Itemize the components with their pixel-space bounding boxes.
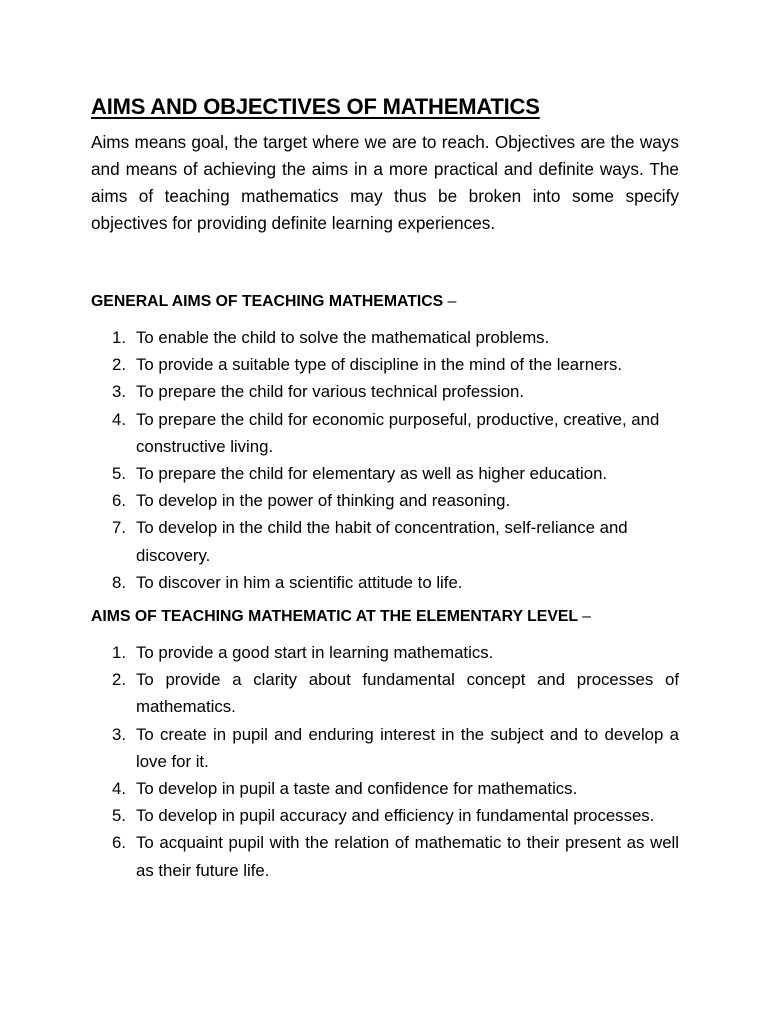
list-item-number: 2. [112,355,126,375]
elementary-aims-list [91,639,679,884]
list-item-number: 6. [112,491,126,511]
elementary-aims-heading-text: AIMS OF TEACHING MATHEMATIC AT THE ELEMENTARY LEVEL [91,608,578,626]
list-item [91,802,679,829]
list-item [91,721,679,775]
list-item-number: 5. [112,464,126,484]
list-item-text: To develop in pupil a taste and confidence for mathematics. [136,779,578,799]
general-aims-list [91,324,679,596]
list-item-number: 1. [112,643,126,663]
list-item [91,460,679,487]
list-item-text: To provide a good start in learning mathematics. [136,643,494,663]
list-item [91,406,679,460]
list-item [91,514,679,568]
list-item [91,378,679,405]
list-item-number: 2. [112,670,126,690]
list-item-number: 7. [112,518,126,538]
list-item-number: 3. [112,382,126,402]
list-item [91,569,679,596]
document-page [91,92,679,884]
list-item-text: To acquaint pupil with the relation of mathematic to their present as well as their future life. [136,833,679,880]
list-item-number: 4. [112,779,126,799]
list-item-text: To prepare the child for various technical profession. [136,382,525,402]
list-item [91,487,679,514]
list-item [91,666,679,720]
list-item [91,324,679,351]
general-aims-heading-text: GENERAL AIMS OF TEACHING MATHEMATICS [91,293,444,310]
intro-paragraph: Aims means goal, the target where we are to reach. Objectives are the ways and means of achieving the aims in a more practical and definite ways. The aims of teaching mathematics may thus be broken into some specify objectives for providing definite learning experiences. [91,132,679,233]
list-item-text: To develop in the power of thinking and reasoning. [136,491,511,511]
list-item [91,829,679,883]
list-item-text: To provide a clarity about fundamental concept and processes of mathematics. [136,670,679,717]
page-title: AIMS AND OBJECTIVES OF MATHEMATICS [91,94,540,119]
list-item-text: To develop in the child the habit of concentration, self-reliance and discovery. [136,518,628,565]
list-item-number: 8. [112,572,126,592]
list-item-number: 5. [112,806,126,826]
list-item [91,351,679,378]
general-aims-heading-dash: – [447,293,457,310]
list-item-number: 1. [112,328,126,347]
elementary-aims-heading [91,605,679,629]
list-item-text: To prepare the child for elementary as well as higher education. [136,464,608,484]
list-item-text: To discover in him a scientific attitude to life. [136,572,463,592]
list-item-number: 6. [112,833,126,853]
elementary-aims-heading-dash: – [582,608,591,626]
list-item-text: To develop in pupil accuracy and efficiency in fundamental processes. [136,806,655,826]
list-item-text: To prepare the child for economic purposeful, productive, creative, and constructive living. [136,409,660,456]
list-item [91,775,679,802]
list-item-text: To provide a suitable type of discipline in the mind of the learners. [136,355,622,375]
list-item-number: 3. [112,724,126,744]
list-item [91,639,679,666]
list-item-text: To create in pupil and enduring interest in the subject and to develop a love for it. [136,724,679,771]
list-item-number: 4. [112,409,126,429]
list-item-text: To enable the child to solve the mathematical problems. [136,328,550,347]
general-aims-heading [91,290,679,314]
